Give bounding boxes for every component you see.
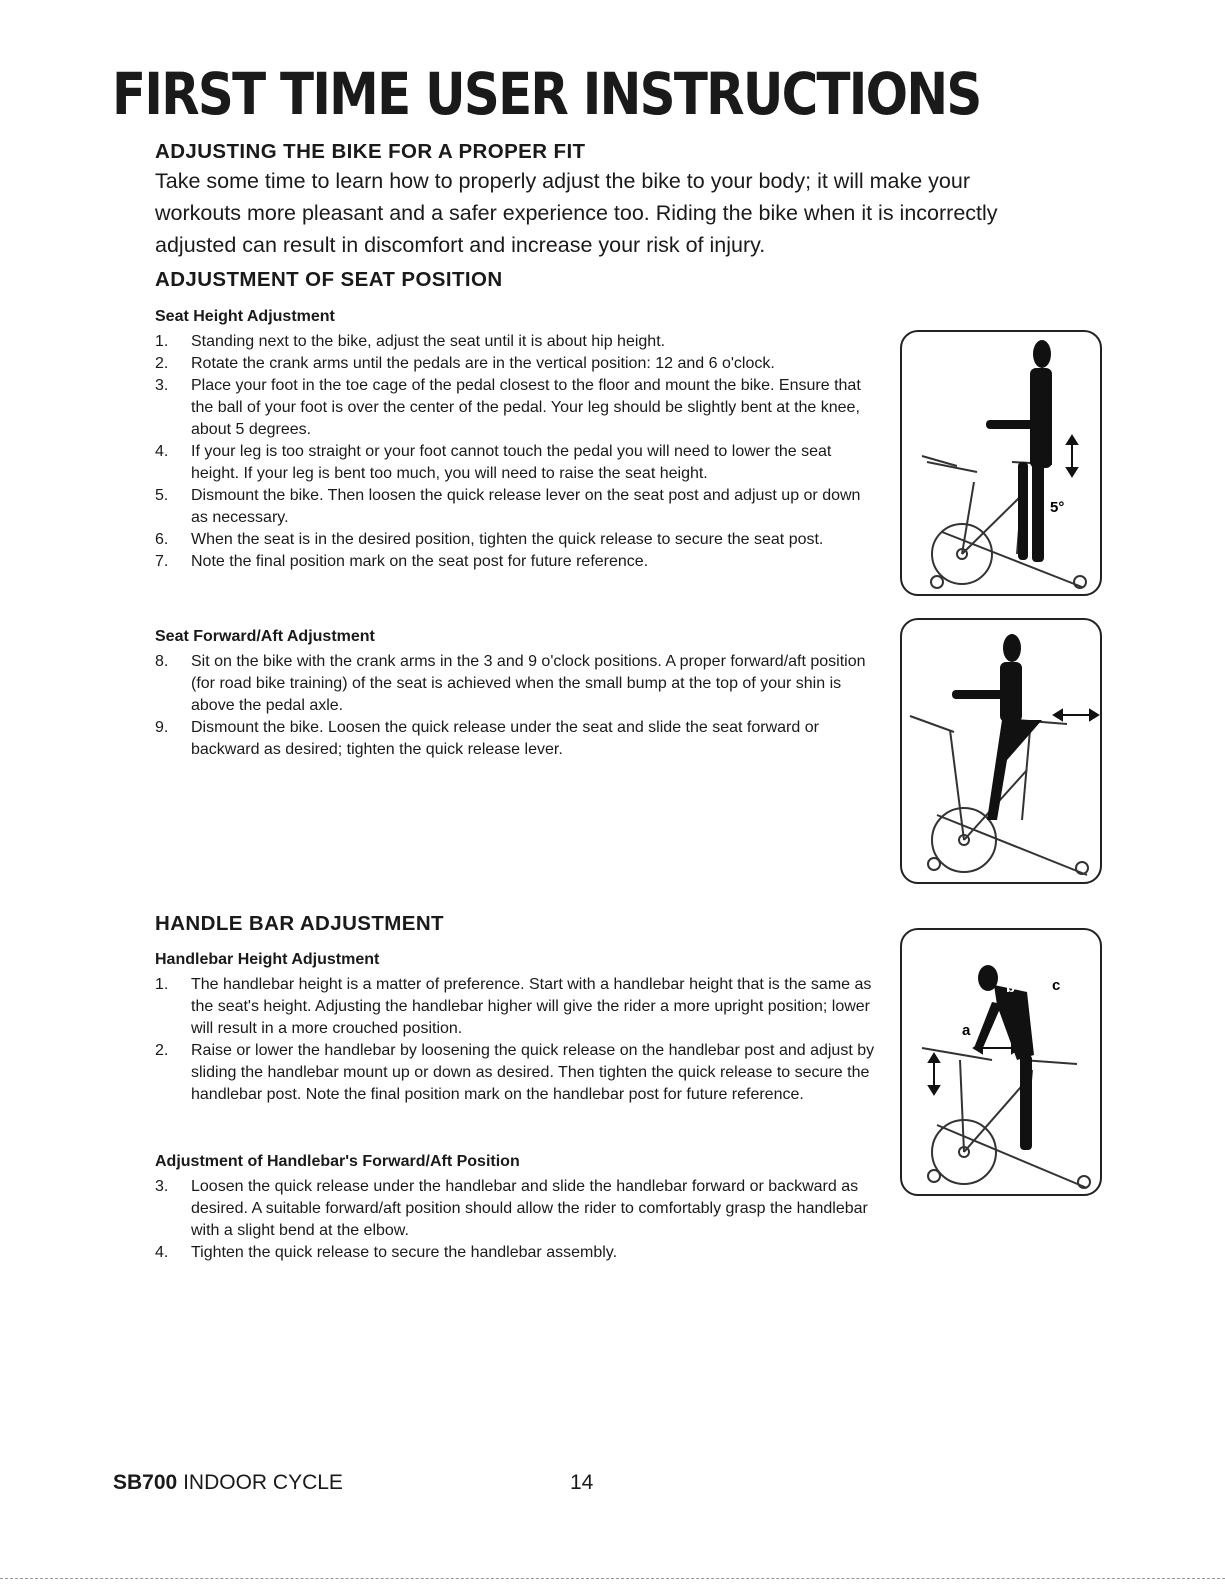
seat-height-steps [155, 331, 880, 573]
handlebar-figure [900, 928, 1102, 1196]
seat-foreaft-illustration [902, 620, 1100, 882]
step-text: The handlebar height is a matter of preference. Start with a handlebar height that is the same as the seat's height. Adjusting the handlebar higher will give the rider a more upright position; lower will result in a more crouched position. [191, 976, 872, 1037]
handlebar-foreaft-steps [155, 1176, 880, 1264]
knee-angle-label: 5° [1050, 499, 1065, 516]
step-text: Raise or lower the handlebar by loosening the quick release on the handlebar post and adjust by sliding the handlebar mount up or down as desired. Then tighten the quick release to secure the handlebar post. Note the final position mark on the handlebar post for future reference. [191, 1042, 875, 1103]
step-text: Dismount the bike. Then loosen the quick release lever on the seat post and adjust up or down as necessary. [191, 487, 861, 526]
page-title: FIRST TIME USER INSTRUCTIONS [112, 60, 981, 128]
fit-intro: Take some time to learn how to properly adjust the bike to your body; it will make your workouts more pleasant and a safer experience too. Riding the bike when it is incorrectly adjusted can result in discomfort and increase your risk of injury. [155, 169, 998, 257]
handlebar [927, 462, 977, 472]
step-number: 5. [155, 487, 169, 504]
step-text: Loosen the quick release under the handlebar and slide the handlebar forward or backward as desired. A suitable forward/aft position should allow the rider to comfortably grasp the handlebar with a slight bend at the elbow. [191, 1178, 868, 1239]
arrow-right-icon [1090, 710, 1098, 720]
page-number: 14 [570, 1471, 594, 1494]
list-item [155, 1176, 880, 1242]
handlebar-foreaft-heading: Adjustment of Handlebar's Forward/Aft Position [155, 1153, 520, 1170]
front-foot [931, 576, 943, 588]
handlebar-heading: HANDLE BAR ADJUSTMENT [155, 912, 444, 935]
handlebar-height-heading: Handlebar Height Adjustment [155, 951, 380, 968]
step-text: Sit on the bike with the crank arms in the 3 and 9 o'clock positions. A proper forward/aft position (for road bike training) of the seat is achieved when the small bump at the top of your shin is above the pedal axle. [191, 653, 866, 714]
step-number: 6. [155, 531, 169, 548]
arrow-down-icon [929, 1086, 939, 1094]
step-number: 3. [155, 377, 169, 394]
fit-heading: ADJUSTING THE BIKE FOR A PROPER FIT [155, 140, 586, 163]
seat-foreaft-heading: Seat Forward/Aft Adjustment [155, 628, 375, 645]
step-number: 1. [155, 976, 169, 993]
step-number: 9. [155, 719, 169, 736]
step-text: Rotate the crank arms until the pedals are in the vertical position: 12 and 6 o'clock. [191, 355, 775, 372]
step-number: 3. [155, 1178, 169, 1195]
step-number: 1. [155, 333, 169, 350]
rider-legs [987, 720, 1042, 820]
bike-frame-tube [964, 1080, 1027, 1152]
label-a: a [962, 1022, 971, 1039]
step-number: 2. [155, 355, 169, 372]
rider-arm [986, 420, 1034, 429]
rider-leg [1020, 1055, 1032, 1150]
scan-edge [0, 1578, 1225, 1580]
list-item [155, 353, 880, 375]
model-number: SB700 [113, 1471, 178, 1494]
list-item [155, 1242, 880, 1264]
bike-base-rail [937, 1125, 1087, 1188]
front-foot [928, 1170, 940, 1182]
step-number: 7. [155, 553, 169, 570]
rider-head [1003, 634, 1021, 662]
step-number: 8. [155, 653, 169, 670]
step-number: 2. [155, 1042, 169, 1059]
handlebar-post [960, 1060, 964, 1152]
handlebar-height-steps [155, 974, 880, 1106]
step-text: Place your foot in the toe cage of the pedal closest to the floor and mount the bike. Ensure that the ball of your foot is over the center of the pedal. Your leg should be slightly bent at the knee, about 5 degrees. [191, 377, 861, 438]
list-item [155, 441, 880, 485]
front-foot [928, 858, 940, 870]
list-item [155, 375, 880, 441]
list-item [155, 485, 880, 529]
product-name: INDOOR CYCLE [183, 1471, 343, 1494]
rider-torso [1030, 368, 1052, 468]
rider-head [1033, 340, 1051, 368]
footer-model [113, 1470, 343, 1496]
step-text: If your leg is too straight or your foot cannot touch the pedal you will need to lower the seat height. If your leg is bent too much, you will need to raise the seat height. [191, 443, 832, 482]
handlebar-illustration [902, 930, 1100, 1194]
rider-arm [952, 690, 1007, 699]
rider-leg-back [1032, 462, 1044, 562]
seat-foreaft-figure [900, 618, 1102, 884]
arrow-down-icon [1067, 468, 1077, 476]
seat-foreaft-steps [155, 651, 880, 761]
step-number: 4. [155, 443, 169, 460]
step-text: Tighten the quick release to secure the handlebar assembly. [191, 1244, 618, 1261]
seat-position-heading: ADJUSTMENT OF SEAT POSITION [155, 268, 503, 291]
list-item [155, 529, 880, 551]
list-item [155, 717, 880, 761]
list-item [155, 974, 880, 1040]
arrow-up-icon [929, 1054, 939, 1062]
label-c: c [1052, 977, 1061, 994]
label-b: b [1006, 979, 1016, 996]
list-item [155, 551, 880, 573]
list-item [155, 331, 880, 353]
rider-leg-front [1018, 462, 1028, 560]
step-text: When the seat is in the desired position, tighten the quick release to secure the seat post. [191, 531, 824, 548]
handlebar [910, 716, 954, 732]
arrow-left-icon [974, 1043, 982, 1053]
step-number: 4. [155, 1244, 169, 1261]
bike-base-rail [937, 815, 1087, 875]
seat-height-illustration [902, 332, 1100, 594]
step-text: Standing next to the bike, adjust the seat until it is about hip height. [191, 333, 666, 350]
arrow-up-icon [1067, 436, 1077, 444]
step-text: Dismount the bike. Loosen the quick release under the seat and slide the seat forward or backward as desired; tighten the quick release lever. [191, 719, 819, 758]
step-text: Note the final position mark on the seat post for future reference. [191, 553, 649, 570]
arrow-left-icon [1054, 710, 1062, 720]
seat-height-heading: Seat Height Adjustment [155, 308, 335, 325]
rider-arm [974, 1002, 1002, 1050]
list-item [155, 1040, 880, 1106]
seat-height-figure [900, 330, 1102, 596]
list-item [155, 651, 880, 717]
